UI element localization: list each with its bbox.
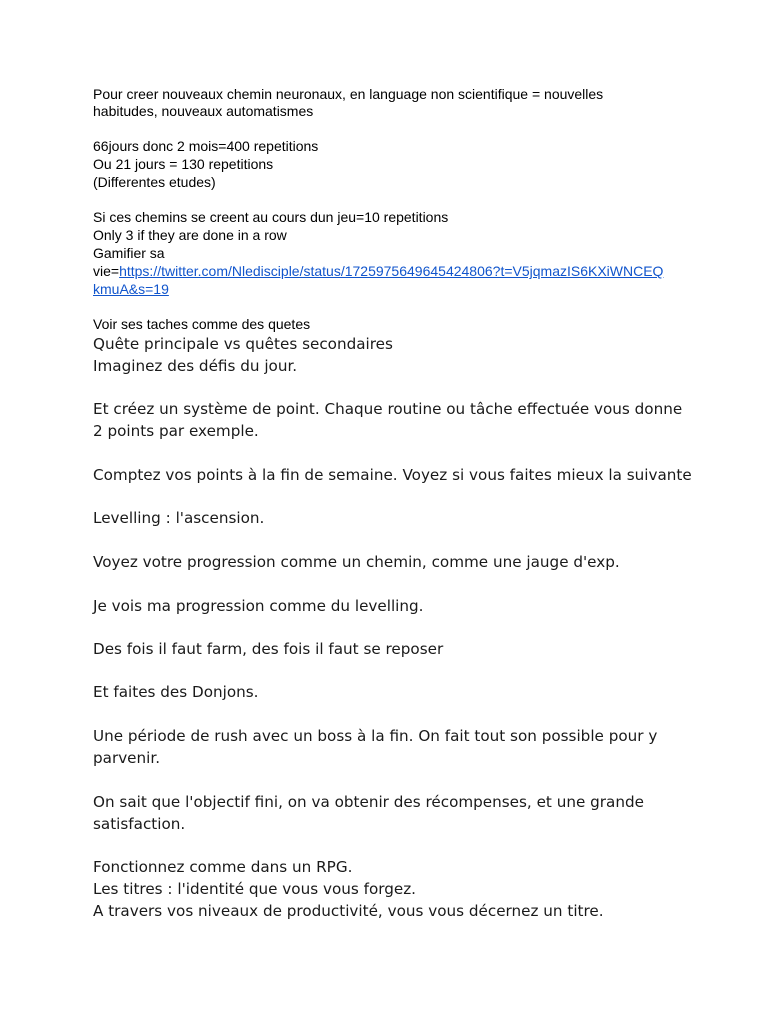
intro-line-2: habitudes, nouveaux automatismes (93, 103, 314, 119)
para-6: Je vois ma progression comme du levelling. (93, 597, 424, 615)
twitter-link[interactable]: https://twitter.com/Nledisciple/status/1725975649645424806?t=V5jqmazIS6KXiWNCEQ (119, 263, 664, 279)
game-line-4 (93, 263, 663, 281)
para-11-line-1: Fonctionnez comme dans un RPG. (93, 858, 353, 876)
game-line-2: Only 3 if they are done in a row (93, 227, 287, 243)
game-line-1: Si ces chemins se creent au cours dun jeu=10 repetitions (93, 209, 449, 225)
para-8: Et faites des Donjons. (93, 683, 259, 701)
para-2-line-1: Et créez un système de point. Chaque routine ou tâche effectuée vous donne (93, 400, 683, 418)
para-11-line-3: A travers vos niveaux de productivité, vous vous décernez un titre. (93, 902, 604, 920)
twitter-link-continuation[interactable]: kmuA&s=19 (93, 281, 169, 297)
para-5: Voyez votre progression comme un chemin, comme une jauge d'exp. (93, 553, 620, 571)
para-11-line-2: Les titres : l'identité que vous vous forgez. (93, 880, 417, 898)
reps-line-1: 66jours donc 2 mois=400 repetitions (93, 138, 319, 154)
para-1-line-1: Quête principale vs quêtes secondaires (93, 335, 393, 353)
game-line-3: Gamifier sa (93, 245, 165, 261)
para-1-line-2: Imaginez des défis du jour. (93, 357, 298, 375)
para-10-line-1: On sait que l'objectif fini, on va obtenir des récompenses, et une grande (93, 793, 644, 811)
quests-small-heading: Voir ses taches comme des quetes (93, 316, 311, 332)
intro-line-1: Pour creer nouveaux chemin neuronaux, en language non scientifique = nouvelles (93, 86, 604, 102)
reps-line-2: Ou 21 jours = 130 repetitions (93, 156, 274, 172)
game-line-4-prefix: vie= (93, 263, 120, 279)
para-10-line-2: satisfaction. (93, 815, 186, 833)
para-4: Levelling : l'ascension. (93, 509, 265, 527)
para-7: Des fois il faut farm, des fois il faut se reposer (93, 640, 444, 658)
para-9-line-1: Une période de rush avec un boss à la fin. On fait tout son possible pour y (93, 727, 658, 745)
reps-line-3: (Differentes etudes) (93, 174, 216, 190)
link-continuation (93, 281, 169, 299)
para-2-line-2: 2 points par exemple. (93, 422, 259, 440)
para-3: Comptez vos points à la fin de semaine. Voyez si vous faites mieux la suivante (93, 466, 692, 484)
para-9-line-2: parvenir. (93, 749, 161, 767)
